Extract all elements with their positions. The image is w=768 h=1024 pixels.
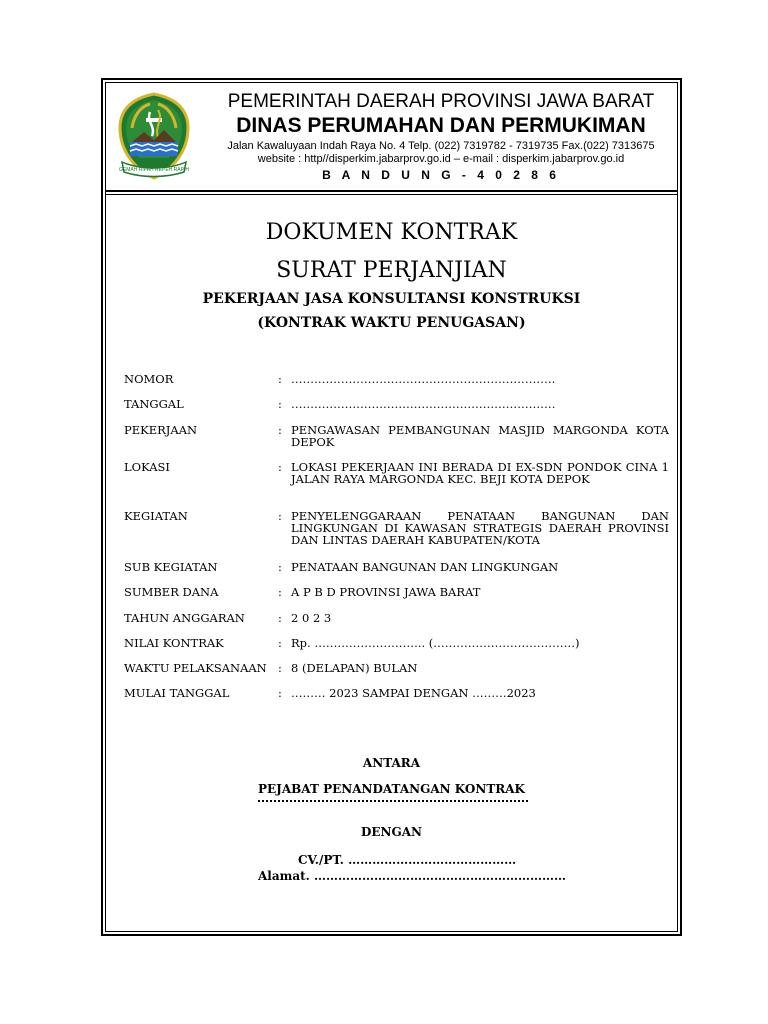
field-value: ……… 2023 SAMPAI DENGAN ………2023 [291,686,536,700]
signatory-dotted-line [258,800,528,802]
letterhead-government: PEMERINTAH DAERAH PROVINSI JAWA BARAT [227,91,655,112]
field-label: WAKTU PELAKSANAAN [124,661,267,675]
field-label: NILAI KONTRAK [124,636,224,650]
field-label: SUB KEGIATAN [124,560,218,574]
contractor-address: Alamat. ……………………………………………………… [258,869,567,883]
field-value: A P B D PROVINSI JAWA BARAT [291,585,481,599]
letterhead-agency: DINAS PERUMAHAN DAN PERMUKIMAN [236,114,646,137]
field-label: NOMOR [124,372,174,386]
section-dengan: DENGAN [360,825,423,839]
document-title: DOKUMEN KONTRAK [265,220,518,245]
page-border-inner [105,82,678,932]
field-colon: : [278,397,282,411]
field-colon: : [278,686,282,700]
field-value: LOKASI PEKERJAAN INI BERADA DI EX-SDN PONDOK CINA 1 JALAN RAYA MARGONDA KEC. BEJI KOTA DEPOK [291,460,669,486]
field-colon: : [278,509,282,523]
field-value: PENATAAN BANGUNAN DAN LINGKUNGAN [291,560,559,574]
field-value: …………………………………………………………… [291,372,556,386]
field-label: TANGGAL [124,397,184,411]
field-colon: : [278,372,282,386]
field-label: SUMBER DANA [124,585,219,599]
letterhead-city: B A N D U N G - 4 0 2 8 6 [322,168,560,182]
field-label: LOKASI [124,460,170,474]
emblem-motto: GEMAH RIPAH REPEH RAPIH [119,167,189,173]
document-subtitle: SURAT PERJANJIAN [276,258,507,283]
contractor-name: CV./PT. …………………………………… [298,853,517,867]
field-colon: : [278,636,282,650]
field-value: 8 (DELAPAN) BULAN [291,661,418,675]
field-value: PENYELENGGARAAN PENATAAN BANGUNAN DAN LINGKUNGAN DI KAWASAN STRATEGIS DAERAH PROVINSI DAN LINTAS DAERAH KABUPATEN/KOTA [291,509,669,547]
field-colon: : [278,560,282,574]
field-value: …………………………………………………………… [291,397,556,411]
field-colon: : [278,460,282,474]
field-label: PEKERJAAN [124,423,198,437]
field-label: KEGIATAN [124,509,188,523]
section-antara: ANTARA [362,756,421,770]
field-value: 2 0 2 3 [291,611,332,625]
letterhead-contact: website : http//disperkim.jabarprov.go.id – e-mail : disperkim.jabarprov.go.id [257,153,625,165]
field-colon: : [278,585,282,599]
field-colon: : [278,611,282,625]
section-pejabat: PEJABAT PENANDATANGAN KONTRAK [258,782,525,796]
field-colon: : [278,423,282,437]
field-colon: : [278,661,282,675]
work-type: PEKERJAAN JASA KONSULTANSI KONSTRUKSI [202,291,581,307]
west-java-emblem-icon [116,92,192,182]
letterhead-rule [105,190,678,192]
field-label: MULAI TANGGAL [124,686,230,700]
letterhead-address: Jalan Kawaluyaan Indah Raya No. 4 Telp. (022) 7319782 - 7319735 Fax.(022) 7313675 [227,140,655,152]
field-label: TAHUN ANGGARAN [124,611,245,625]
letterhead-rule-thin [105,194,678,195]
contract-type: (KONTRAK WAKTU PENUGASAN) [257,315,526,331]
field-value: Rp. ……………………….. (……………………………….) [291,636,580,650]
field-value: PENGAWASAN PEMBANGUNAN MASJID MARGONDA KOTA DEPOK [291,423,669,449]
